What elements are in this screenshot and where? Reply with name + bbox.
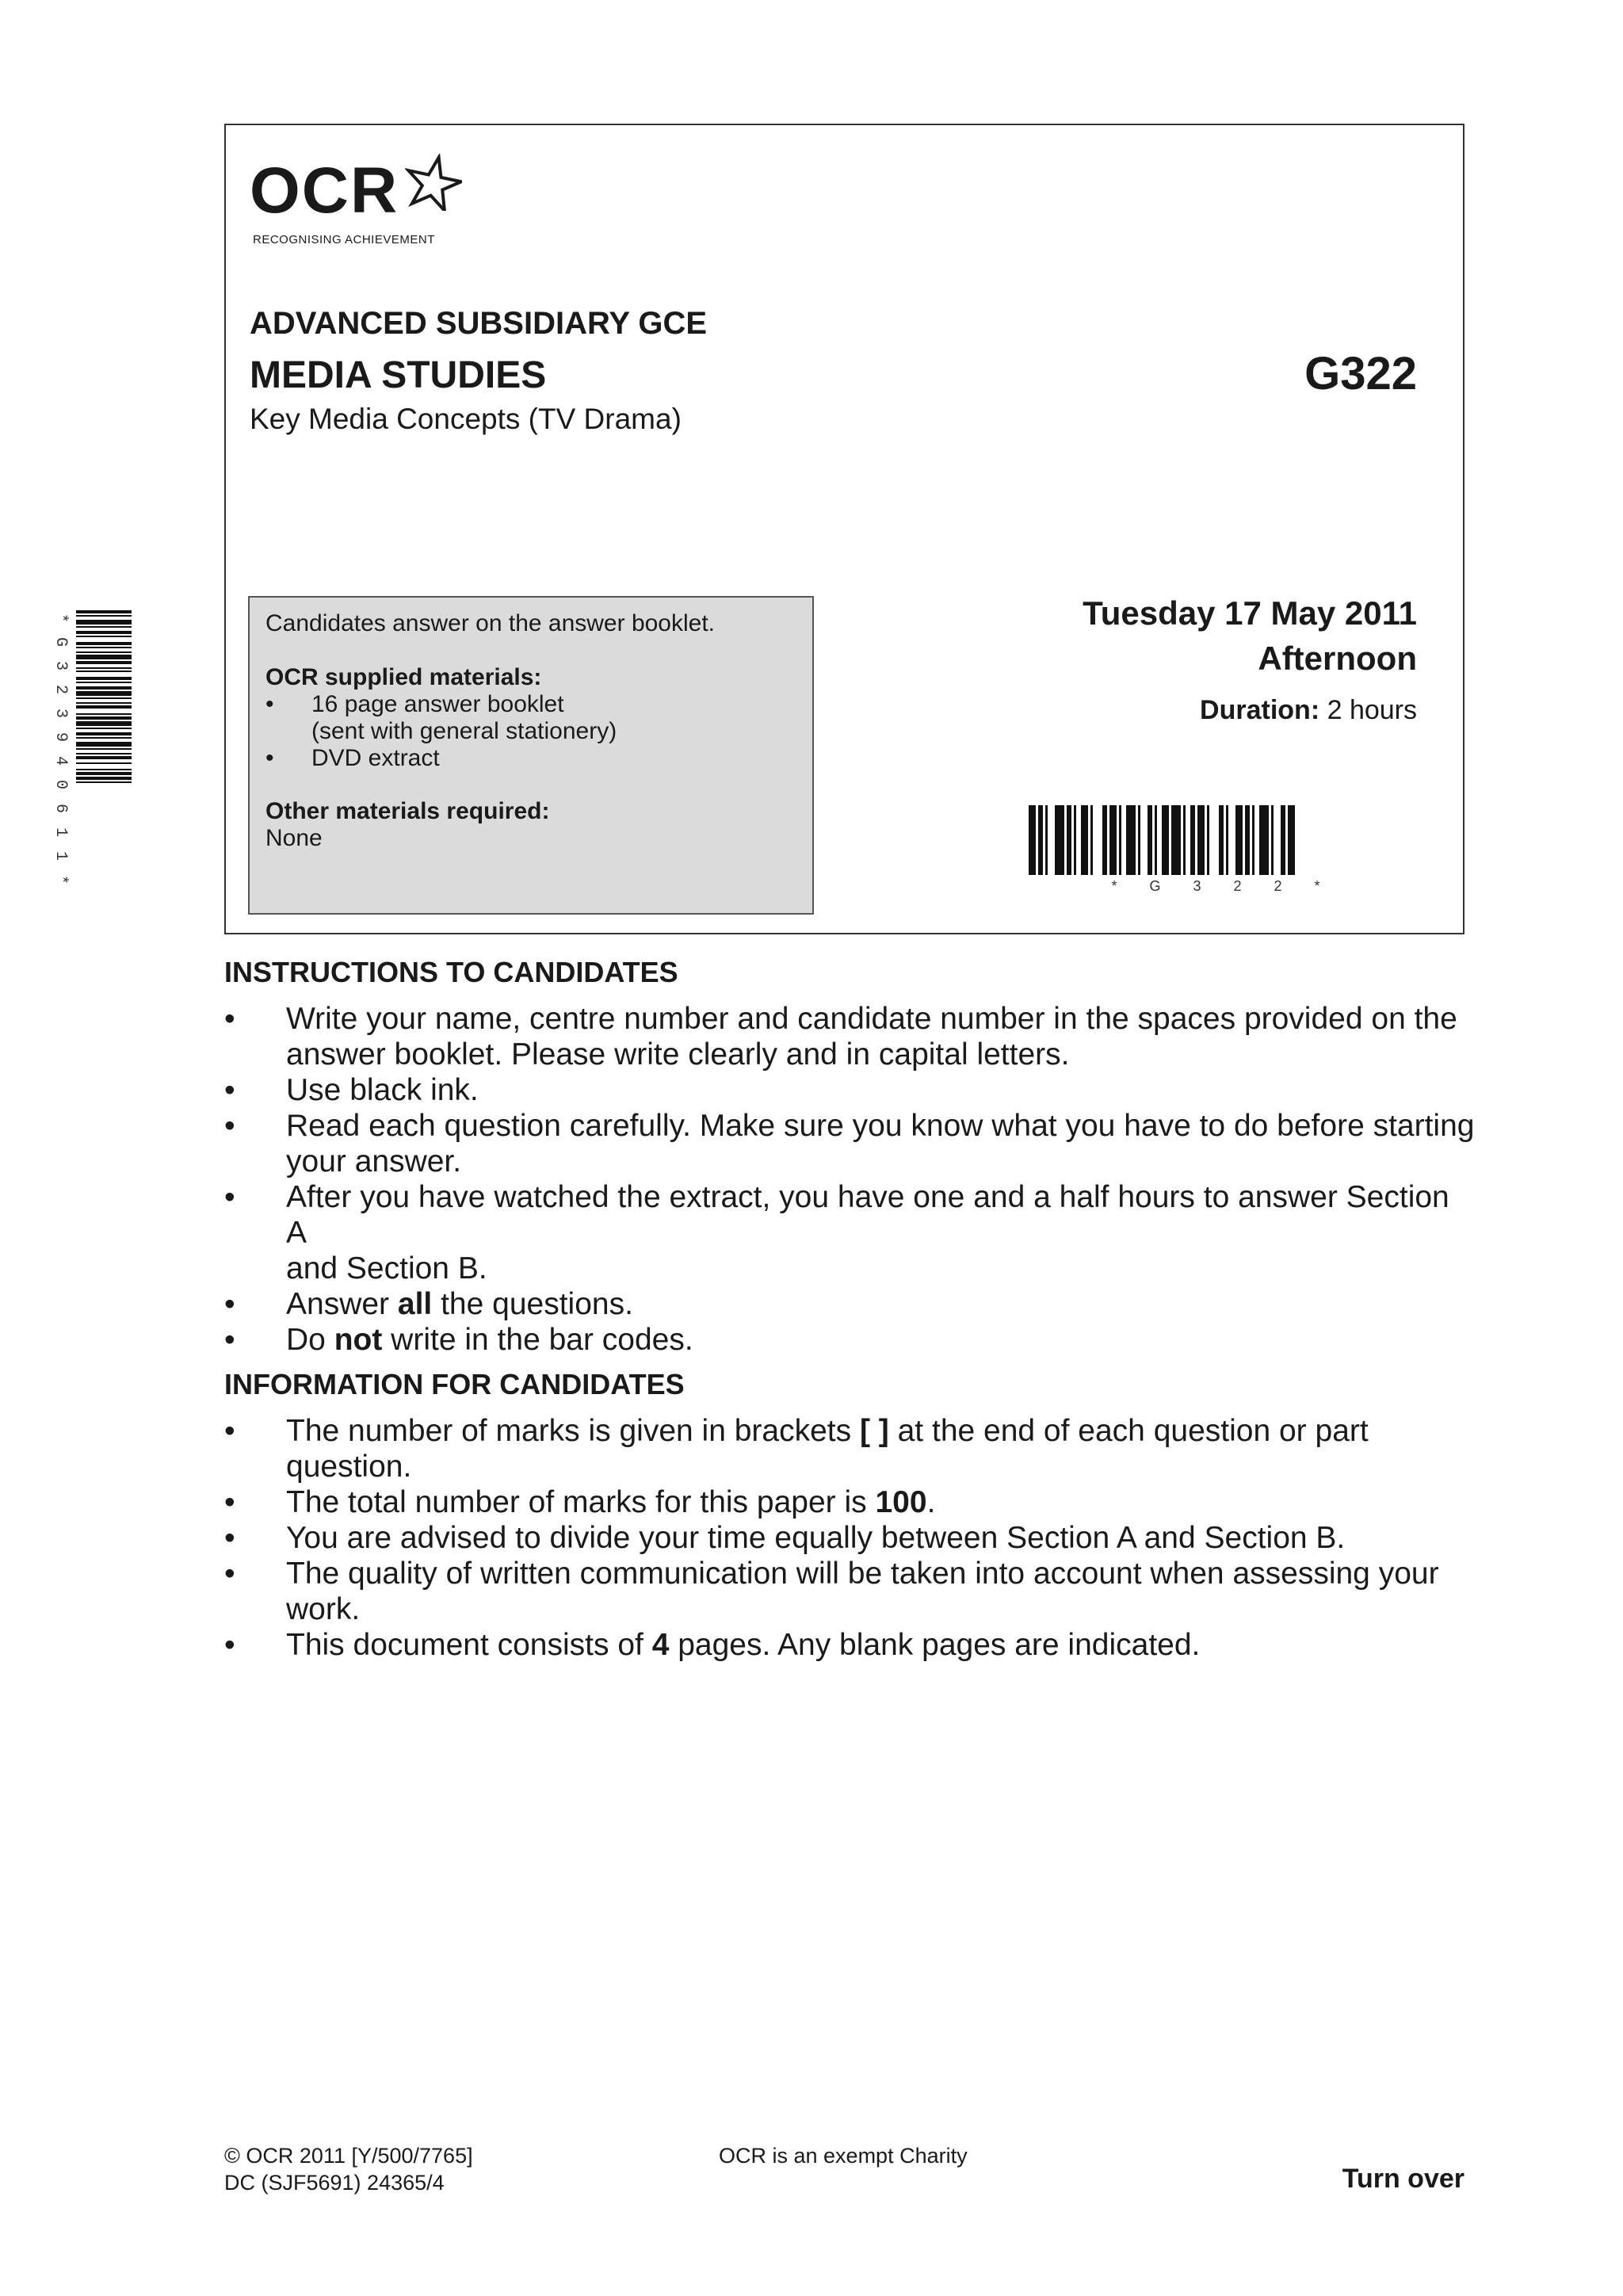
barcode-bar: [1197, 805, 1205, 875]
other-materials-heading: Other materials required:: [265, 798, 550, 825]
supplied-item: [265, 745, 796, 772]
bullet: •: [224, 1521, 235, 1555]
barcode-bar: [76, 610, 132, 613]
bullet: •: [224, 1557, 235, 1591]
exam-date: Tuesday 17 May 2011: [1083, 594, 1417, 632]
materials-intro: Candidates answer on the answer booklet.: [265, 610, 716, 636]
barcode-bar: [76, 636, 132, 637]
charity-note: OCR is an exempt Charity: [719, 2144, 968, 2168]
barcode-bar: [1288, 805, 1295, 875]
list-item: [224, 1520, 1476, 1556]
bullet: •: [224, 1180, 235, 1214]
paper-code: G322: [1304, 348, 1417, 399]
barcode-bar: [1259, 805, 1269, 875]
qualification: ADVANCED SUBSIDIARY GCE: [250, 306, 708, 341]
barcode-bar: [1190, 805, 1195, 875]
item-line: [286, 1322, 1476, 1358]
barcode-bar: [76, 705, 132, 709]
text-run: Do: [286, 1323, 334, 1357]
list-item: [224, 1179, 1476, 1286]
bullet: •: [224, 1073, 235, 1107]
barcode-bar: [1252, 805, 1254, 875]
barcode-bar: [76, 762, 132, 764]
bullet: •: [224, 1323, 235, 1357]
barcode-bar: [1171, 805, 1181, 875]
text-run: The total number of marks for this paper is: [286, 1485, 876, 1519]
supplied-item-line: (sent with general stationery): [311, 717, 617, 744]
barcode-bar: [1281, 805, 1285, 875]
bullet: •: [265, 744, 274, 771]
item-line: [286, 1484, 1476, 1520]
barcode-bar: [76, 732, 132, 735]
item-line: The quality of written communication will be taken into account when assessing your: [286, 1557, 1439, 1591]
item-line: Read each question carefully. Make sure you know what you have to do before starting: [286, 1109, 1475, 1143]
bullet: •: [224, 1002, 235, 1036]
barcode-bar: [1235, 805, 1243, 875]
document-ref: DC (SJF5691) 24365/4: [224, 2171, 445, 2195]
barcode-bar: [76, 631, 132, 634]
barcode-bar: [76, 777, 132, 780]
barcode-caption: * G 3 2 3 9 4 0 6 1 1 *: [52, 613, 70, 888]
barcode-bar: [1029, 805, 1036, 875]
barcode-bar: [76, 626, 132, 628]
barcode-bar: [76, 615, 132, 617]
barcode-bar: [76, 647, 132, 648]
bullet: •: [224, 1414, 235, 1448]
item-line: After you have watched the extract, you have one and a half hours to answer Section A: [286, 1180, 1449, 1250]
barcode-bar: [76, 691, 132, 696]
footer-left: [224, 2142, 473, 2196]
duration-value: 2 hours: [1327, 695, 1417, 726]
barcode-bar: [1119, 805, 1121, 875]
information-title: INFORMATION FOR CANDIDATES: [224, 1368, 685, 1400]
list-item: [224, 1556, 1476, 1627]
barcode-bar: [76, 655, 132, 659]
barcode-bar: [76, 769, 132, 770]
logo-text: OCR: [250, 155, 399, 227]
other-materials-value: None: [265, 825, 323, 852]
barcode-bar: [1038, 805, 1043, 875]
item-line: question.: [286, 1450, 412, 1484]
supplied-item-line: 16 page answer booklet: [311, 690, 564, 717]
barcode-bar: [76, 620, 132, 625]
barcode-bar: [1055, 805, 1064, 875]
subject-title: MEDIA STUDIES: [250, 354, 547, 396]
barcode-bar: [76, 781, 132, 783]
bullet: •: [224, 1485, 235, 1519]
barcode-bar: [1081, 805, 1088, 875]
barcode-bar: [1219, 805, 1224, 875]
barcode-bar: [76, 721, 132, 726]
barcode-bar: [1226, 805, 1228, 875]
bullet: •: [265, 690, 274, 717]
instructions-title: INSTRUCTIONS TO CANDIDATES: [224, 956, 678, 988]
barcode-bar: [76, 742, 132, 747]
unit-title: Key Media Concepts (TV Drama): [250, 403, 682, 435]
bullet: •: [224, 1287, 235, 1321]
copyright: © OCR 2011 [Y/500/7765]: [224, 2144, 473, 2168]
barcode-bar: [1045, 805, 1048, 875]
barcode-bar: [1109, 805, 1117, 875]
barcode-bar: [76, 702, 132, 704]
barcode-bar: [76, 682, 132, 683]
text-run: This document consists of: [286, 1628, 652, 1662]
barcode-bar: [76, 686, 132, 690]
barcode-bar: [1207, 805, 1209, 875]
cover-box: [224, 124, 1465, 934]
list-item: [224, 1108, 1476, 1179]
materials-box: [248, 596, 814, 915]
star-icon: [405, 154, 462, 211]
item-line: answer booklet. Please write clearly and in capital letters.: [286, 1037, 1070, 1072]
barcode-bar: [76, 661, 132, 664]
vertical-barcode: [49, 610, 135, 919]
barcode-bar: [76, 753, 132, 755]
barcode-bar: [1090, 805, 1093, 875]
list-item: [224, 1001, 1476, 1072]
barcode-bar: [1183, 805, 1186, 875]
item-line: work.: [286, 1592, 361, 1626]
item-line: Use black ink.: [286, 1073, 479, 1107]
barcode-bar: [76, 756, 132, 759]
barcode-bar: [1126, 805, 1136, 875]
text-run: .: [926, 1485, 936, 1519]
list-item: [224, 1413, 1476, 1484]
barcode-bar: [76, 651, 132, 653]
duration-label: Duration:: [1200, 695, 1320, 726]
instructions-list: [224, 1001, 1476, 1358]
text-run: write in the bar codes.: [382, 1323, 693, 1357]
barcode-bar: [1271, 805, 1274, 875]
logo-tagline: RECOGNISING ACHIEVEMENT: [253, 233, 435, 246]
item-line: You are advised to divide your time equally between Section A and Section B.: [286, 1521, 1346, 1555]
barcode-bar: [76, 737, 132, 739]
text-run: pages. Any blank pages are indicated.: [669, 1628, 1201, 1662]
supplied-item: [265, 691, 796, 745]
bold-run: [ ]: [859, 1414, 889, 1448]
bold-run: 4: [651, 1628, 670, 1662]
barcode-bar: [1162, 805, 1169, 875]
text-run: Answer: [286, 1287, 398, 1321]
list-item: [224, 1072, 1476, 1108]
turn-over: Turn over: [1342, 2164, 1465, 2194]
item-line: [286, 1286, 1476, 1322]
barcode-bar: [1148, 805, 1152, 875]
item-line: Write your name, centre number and candidate number in the spaces provided on the: [286, 1002, 1457, 1036]
text-run: at the end of each question or part: [888, 1414, 1369, 1448]
text-run: The number of marks is given in brackets: [286, 1414, 860, 1448]
barcode-bar: [76, 772, 132, 775]
list-item: [224, 1627, 1476, 1663]
supplied-item-line: DVD extract: [311, 744, 440, 771]
exam-session: Afternoon: [1258, 639, 1417, 677]
barcode-bar: [1245, 805, 1250, 875]
bold-run: all: [397, 1287, 433, 1321]
supplied-heading: OCR supplied materials:: [265, 663, 542, 690]
barcode-bar: [76, 697, 132, 699]
list-item: [224, 1484, 1476, 1520]
bold-run: not: [334, 1323, 383, 1357]
list-item: [224, 1322, 1476, 1358]
text-run: the questions.: [432, 1287, 633, 1321]
barcode-bar: [76, 728, 132, 729]
barcode-bar: [76, 670, 132, 672]
barcode-bar: [76, 642, 132, 645]
bold-run: 100: [875, 1485, 927, 1519]
barcode-bar: [1102, 805, 1107, 875]
barcode-bar: [1138, 805, 1140, 875]
barcode-caption: * G 3 2 2 *: [1111, 878, 1335, 892]
bullet: •: [224, 1109, 235, 1143]
barcode-bar: [1074, 805, 1076, 875]
horizontal-barcode: [1029, 805, 1417, 892]
information-list: [224, 1413, 1476, 1663]
item-line: your answer.: [286, 1144, 462, 1179]
barcode-bar: [76, 748, 132, 750]
barcode-bar: [1155, 805, 1157, 875]
barcode-bar: [1067, 805, 1071, 875]
barcode-bar: [76, 713, 132, 715]
exam-date-block: [1083, 591, 1417, 726]
ocr-logo: [250, 155, 456, 254]
list-item: [224, 1286, 1476, 1322]
item-line: [286, 1413, 1476, 1449]
barcode-bar: [76, 716, 132, 720]
bullet: •: [224, 1628, 235, 1662]
barcode-bar: [76, 677, 132, 680]
item-line: and Section B.: [286, 1251, 487, 1286]
item-line: [286, 1627, 1476, 1663]
barcode-bar: [76, 667, 132, 669]
duration: [1083, 695, 1417, 726]
